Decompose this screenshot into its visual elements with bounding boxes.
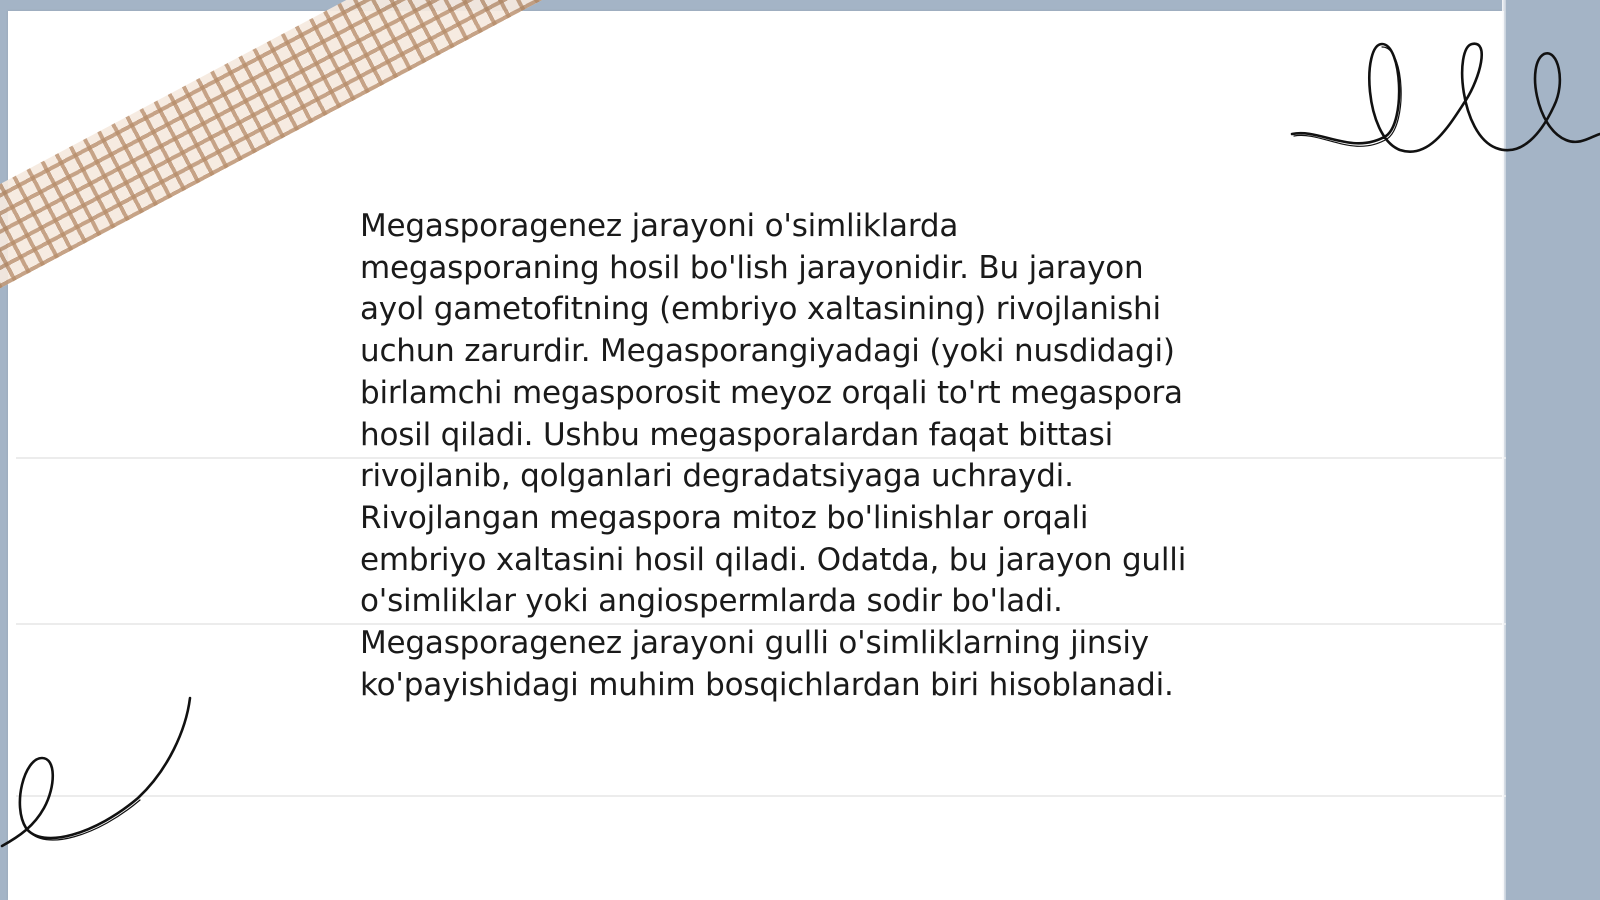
slide-body-text: Megasporagenez jarayoni o'simliklarda megasporaning hosil bo'lish jarayonidir. Bu jarayon ayol gametofitning (embriyo xaltasining) rivojlanishi uchun zarurdir. Megasporangiyadagi (yoki nusdidagi) birlamchi megasporosit meyoz orqali to'rt megaspora hosil qiladi. Ushbu megasporalardan faqat bittasi rivojlanib, qolganlari degradatsiyaga uchraydi. Rivojlangan megaspora mitoz bo'linishlar orqali embriyo xaltasini hosil qiladi. Odatda, bu jarayon gulli o'simliklar yoki angiospermlarda sodir bo'ladi. Megasporagenez jarayoni gulli o'simliklarning jinsiy ko'payishidagi muhim bosqichlardan biri hisoblanadi. — [360, 208, 1187, 703]
paper-rule-line — [16, 795, 1506, 797]
paper-edge — [1502, 0, 1506, 900]
